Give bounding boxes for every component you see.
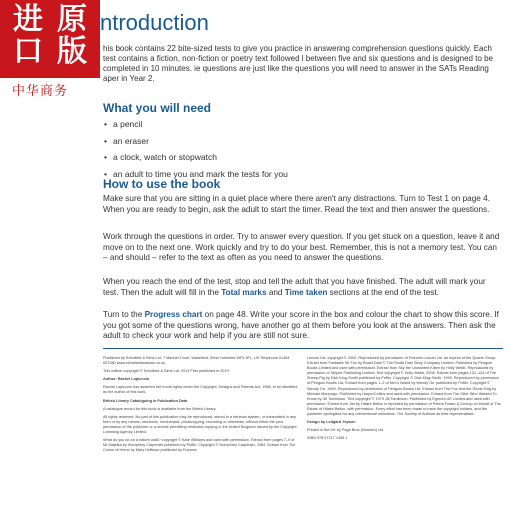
credit-line: Lincoln Ltd, copyright © 2002. Reproduced by permission of Frances Lincoln Ltd, an imprint of the Quarto Group. Extract from Fantastic Mr Fox by Roald Dahl © The Roald Dahl Story Company Limited. Published by Penguin Books Limited and used with permission. Extract from Sky the Unwanted Kitten by Holly Webb. Reproduced by permission of Stripes Publishing Limited. Text copyright © Holly Webb, 2008. Extract from pages 122–124 of The Sheep-Pig by Dick King-Smith published by Puffin. Copyright © Dick King-Smith, 1999. Reproduced by permission of Penguin Books Ltd. Extract from pages 1–2 of Nim's Island by Wendy Orr published by Puffin. Copyright © Wendy Orr, 1999. Reproduced by permission of Penguin Books Ltd. Extract from The Fox and the Ghost King by Michael Morpurgo. Published by HarperCollins and used with permission. Extract from The Otter Who Wanted To Know by Jill Tomlinson. Text copyright © 1979 Jill Tomlinson. Published by Egmont UK Limited and used with permission. Extract from Jim by Hilaire Belloc is reprinted by permission of Peters Fraser & Dunlop on behalf of The Estate of Hilaire Belloc, with permission. Every effort has been made to trace the copyright holders, and the publisher apologises for any unintentional omissions. The Society of Authors as their representative. [307, 356, 501, 417]
instruction-paragraph-1: Make sure that you are sitting in a quiet place where there aren't any distractions. Turn to Test 1 on page 4. When you are ready to begin, ask the adult to start the timer. Read the text and then answer the questions. [103, 194, 490, 214]
credit-line: ISBN 978 07217 1498 1 [307, 436, 348, 441]
badge-char: 口 [13, 34, 43, 69]
paragraph-text: on page 48. Write your score in the box and colour the chart to show this score. If you got some of the questions wrong, have another go at them before you look at the answers. Then ask the adult to check your work and help if you are still not sure. [103, 310, 499, 340]
intro-paragraph: his book contains 22 bite-sized tests to give you practice in answering comprehension questions quickly. Each test contains a fiction, non-fiction or poetry text followed l between five and six questions and is designed to be completed in 10 minutes. ie questions are just like the questions you will need to answer in the SATs Reading aper in Year 2. [103, 44, 494, 83]
credit-line: Rachel Lopiccolo has asserted her moral rights under the Copyright, Designs and Patents Act, 1988, to be identified as the author of this work. [103, 385, 298, 395]
credit-line: What do you do on a nature walk? copyright © Kate Williams and used with permission. Extract from pages 7–9 of Mr Majeika by Humphrey Carpenter published by Puffin. Copyright © Humphrey Carpenter, 1984. Extract from The Colour of Home by Mary Hoffman published by Frances [103, 438, 296, 453]
paragraph-text: sections at the end of the test. [327, 287, 439, 297]
list-item: • an eraser [113, 133, 288, 150]
import-original-badge [0, 0, 100, 78]
credit-line: Published by Schofield & Sims Ltd, 7 Mariner Court, Wakefield, West Yorkshire WF4 3FL, UK Telephone 01484 607080 www.schofieldandsims.co.uk [103, 356, 290, 366]
paragraph-text: When you reach the end of the test, stop and tell the adult that you have finished. The adult will mark your test. Then the adult will fill in the [103, 277, 486, 297]
badge-characters [6, 4, 96, 68]
instruction-paragraph-2: Work through the questions in order. Try to answer every question. If you get stuck on a question, leave it and move on to the next one. Work quickly and try to do your best. Remember, this is not a memory test. You can – and should – refer to the text as often as you need to answer the questions. [103, 232, 500, 262]
list-item: • an adult to time you and mark the tests for you [113, 166, 288, 183]
progress-chart-term: Progress chart [144, 310, 203, 319]
credits-left-column [103, 356, 298, 456]
shop-watermark: 中华商务 [12, 84, 69, 99]
paragraph-text: Turn to the [103, 310, 145, 319]
list-item: • a pencil [113, 116, 288, 133]
how-heading: How to use the book [103, 177, 221, 191]
credit-line: A catalogue record for this book is available from the British Library. [103, 406, 217, 411]
page-title: ntroduction [100, 10, 209, 35]
need-heading: What you will need [103, 101, 212, 115]
time-taken-term: Time taken [284, 287, 328, 297]
badge-char: 版 [57, 34, 87, 69]
credits-right-column [307, 356, 502, 444]
credit-line: Author: Rachel Lopiccolo [103, 377, 150, 382]
need-list [103, 116, 288, 182]
badge-char: 进 [13, 2, 43, 37]
credit-line: All rights reserved. No part of this publication may be reproduced, stored in a retrieval system, or transmitted in any form or by any means, electronic, mechanical, photocopying, recording or otherwise, without either the prior permission of the publisher or a licence permitting restricted copying in the United Kingdom issued by the Copyright Licensing Agency Limited. [103, 414, 297, 435]
credit-line: Design by Ledgard Jepson [307, 420, 356, 425]
instruction-paragraph-4 [103, 310, 503, 342]
instruction-paragraph-3 [103, 277, 503, 298]
paragraph-text: and [266, 287, 285, 297]
credit-line: British Library Cataloguing in Publication Data [103, 398, 188, 403]
credit-line: Printed in the UK by Page Bros (Norwich) Ltd [307, 428, 384, 433]
divider [103, 348, 503, 349]
credit-line: This edition copyright © Schofield & Sims Ltd, 2019 First published in 2019 [103, 369, 229, 374]
badge-char: 原 [57, 2, 87, 37]
list-item: • a clock, watch or stopwatch [113, 149, 288, 166]
total-marks-term: Total marks [221, 287, 267, 297]
